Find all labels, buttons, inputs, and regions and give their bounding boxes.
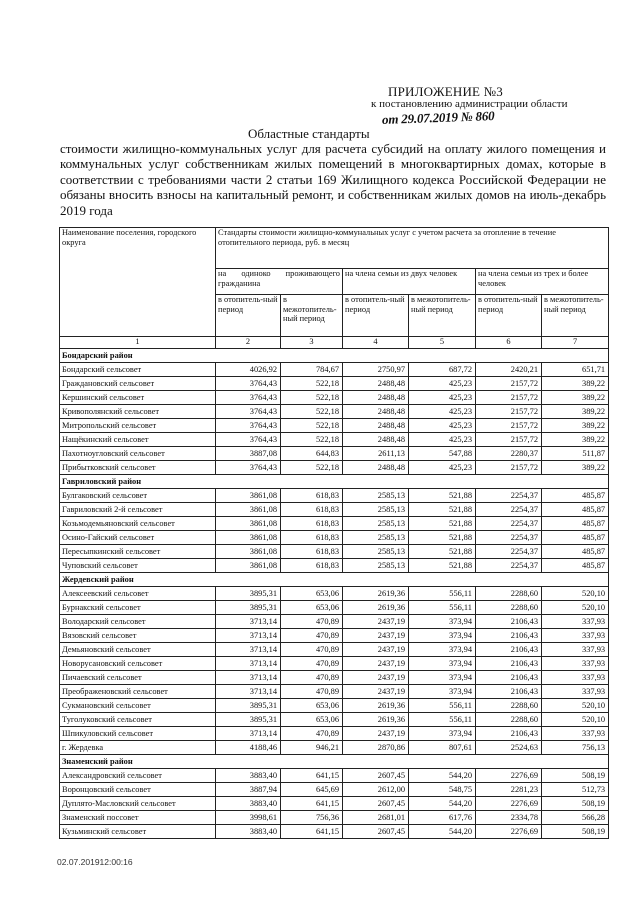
- standard-value: 2106,43: [476, 629, 542, 643]
- standard-value: 2157,72: [476, 433, 542, 447]
- standard-value: 521,88: [409, 517, 476, 531]
- table-row: [60, 405, 609, 419]
- standard-value: 373,94: [409, 657, 476, 671]
- standard-value: 556,11: [409, 713, 476, 727]
- standard-value: 512,73: [542, 783, 609, 797]
- standard-value: 2612,00: [343, 783, 409, 797]
- standard-value: 470,89: [281, 685, 343, 699]
- settlement-name: г. Жердевка: [60, 741, 216, 755]
- standard-value: 2585,13: [343, 531, 409, 545]
- table-row: [60, 587, 609, 601]
- standard-value: 373,94: [409, 727, 476, 741]
- standard-value: 522,18: [281, 419, 343, 433]
- standard-value: 641,15: [281, 797, 343, 811]
- standard-value: 2157,72: [476, 461, 542, 475]
- standard-value: 470,89: [281, 643, 343, 657]
- standard-value: 425,23: [409, 405, 476, 419]
- settlement-name: Гавриловский 2-й сельсовет: [60, 503, 216, 517]
- standard-value: 544,20: [409, 825, 476, 839]
- standard-value: 2488,48: [343, 433, 409, 447]
- settlement-name: Воронцовский сельсовет: [60, 783, 216, 797]
- standard-value: 470,89: [281, 615, 343, 629]
- standard-value: 373,94: [409, 671, 476, 685]
- settlement-name: Чуповский сельсовет: [60, 559, 216, 573]
- standard-value: 511,87: [542, 447, 609, 461]
- standard-value: 520,10: [542, 713, 609, 727]
- header-heating-period: в отопитель-ный период: [476, 295, 542, 337]
- standard-value: 651,71: [542, 363, 609, 377]
- settlement-name: Туголуковский сельсовет: [60, 713, 216, 727]
- table-row: [60, 391, 609, 405]
- table-row: [60, 419, 609, 433]
- standard-value: 389,22: [542, 433, 609, 447]
- standard-value: 2437,19: [343, 629, 409, 643]
- handwritten-date-number: от 29.07.2019 № 860: [381, 108, 495, 127]
- standard-value: 566,28: [542, 811, 609, 825]
- standard-value: 756,13: [542, 741, 609, 755]
- standard-value: 337,93: [542, 657, 609, 671]
- document-title: Областные стандарты: [248, 126, 370, 141]
- header-settlement-name: Наименование поселения, городского округа: [60, 228, 216, 337]
- settlement-name: Преображеновский сельсовет: [60, 685, 216, 699]
- standard-value: 2288,60: [476, 587, 542, 601]
- table-row: [60, 825, 609, 839]
- standard-value: 337,93: [542, 615, 609, 629]
- standard-value: 641,15: [281, 769, 343, 783]
- standard-value: 3713,14: [216, 615, 281, 629]
- standard-value: 2681,01: [343, 811, 409, 825]
- table-row: [60, 769, 609, 783]
- standard-value: 2611,13: [343, 447, 409, 461]
- standard-value: 618,83: [281, 517, 343, 531]
- district-row: [60, 475, 609, 489]
- standard-value: 3895,31: [216, 699, 281, 713]
- table-row: [60, 559, 609, 573]
- settlement-name: Нащёкинский сельсовет: [60, 433, 216, 447]
- print-timestamp: 02.07.201912:00:16: [57, 857, 133, 867]
- standard-value: 2334,78: [476, 811, 542, 825]
- standard-value: 544,20: [409, 769, 476, 783]
- settlement-name: Кривополянский сельсовет: [60, 405, 216, 419]
- settlement-name: Граждановский сельсовет: [60, 377, 216, 391]
- standard-value: 2106,43: [476, 657, 542, 671]
- settlement-name: Володарский сельсовет: [60, 615, 216, 629]
- standard-value: 373,94: [409, 685, 476, 699]
- standard-value: 617,76: [409, 811, 476, 825]
- table-row: [60, 517, 609, 531]
- table-row: [60, 727, 609, 741]
- settlement-name: Булгаковский сельсовет: [60, 489, 216, 503]
- standard-value: 2106,43: [476, 727, 542, 741]
- standard-value: 3895,31: [216, 601, 281, 615]
- standard-value: 2157,72: [476, 405, 542, 419]
- standard-value: 425,23: [409, 461, 476, 475]
- standard-value: 3861,08: [216, 559, 281, 573]
- standard-value: 3861,08: [216, 545, 281, 559]
- standard-value: 3764,43: [216, 405, 281, 419]
- standard-value: 2524,63: [476, 741, 542, 755]
- standard-value: 4188,46: [216, 741, 281, 755]
- standard-value: 521,88: [409, 503, 476, 517]
- table-row: [60, 503, 609, 517]
- standard-value: 389,22: [542, 405, 609, 419]
- table-row: [60, 643, 609, 657]
- standard-value: 485,87: [542, 545, 609, 559]
- settlement-name: Пахотноугловский сельсовет: [60, 447, 216, 461]
- standard-value: 337,93: [542, 643, 609, 657]
- standard-value: 2437,19: [343, 615, 409, 629]
- standard-value: 3764,43: [216, 461, 281, 475]
- standard-value: 2157,72: [476, 377, 542, 391]
- standard-value: 522,18: [281, 433, 343, 447]
- standard-value: 2276,69: [476, 825, 542, 839]
- standard-value: 3713,14: [216, 727, 281, 741]
- standard-value: 2437,19: [343, 727, 409, 741]
- standard-value: 556,11: [409, 699, 476, 713]
- table-row: [60, 741, 609, 755]
- settlement-name: Митропольский сельсовет: [60, 419, 216, 433]
- standard-value: 337,93: [542, 727, 609, 741]
- table-row: [60, 363, 609, 377]
- standard-value: 522,18: [281, 377, 343, 391]
- standard-value: 2585,13: [343, 489, 409, 503]
- standard-value: 547,88: [409, 447, 476, 461]
- standard-value: 653,06: [281, 699, 343, 713]
- standard-value: 2488,48: [343, 391, 409, 405]
- table-row: [60, 797, 609, 811]
- standard-value: 522,18: [281, 461, 343, 475]
- standard-value: 618,83: [281, 489, 343, 503]
- standard-value: 3713,14: [216, 643, 281, 657]
- settlement-name: Шпикуловский сельсовет: [60, 727, 216, 741]
- table-row: [60, 699, 609, 713]
- standard-value: 2607,45: [343, 825, 409, 839]
- standard-value: 2488,48: [343, 419, 409, 433]
- column-number: 7: [542, 337, 609, 349]
- standard-value: 520,10: [542, 587, 609, 601]
- standard-value: 2288,60: [476, 699, 542, 713]
- standard-value: 337,93: [542, 629, 609, 643]
- standard-value: 521,88: [409, 531, 476, 545]
- standard-value: 2106,43: [476, 671, 542, 685]
- standard-value: 2488,48: [343, 461, 409, 475]
- standard-value: 3713,14: [216, 657, 281, 671]
- table-row: [60, 601, 609, 615]
- standard-value: 470,89: [281, 671, 343, 685]
- column-number: 1: [60, 337, 216, 349]
- standard-value: 2750,97: [343, 363, 409, 377]
- standard-value: 2254,37: [476, 503, 542, 517]
- district-name: Гавриловский район: [60, 475, 609, 489]
- table-row: [60, 671, 609, 685]
- settlement-name: Бурнакский сельсовет: [60, 601, 216, 615]
- standard-value: 641,15: [281, 825, 343, 839]
- settlement-name: Пичаевский сельсовет: [60, 671, 216, 685]
- table-row: [60, 685, 609, 699]
- standard-value: 470,89: [281, 629, 343, 643]
- standard-value: 2106,43: [476, 643, 542, 657]
- standard-value: 3883,40: [216, 769, 281, 783]
- standard-value: 508,19: [542, 797, 609, 811]
- table-row: [60, 657, 609, 671]
- standard-value: 2437,19: [343, 643, 409, 657]
- standard-value: 2619,36: [343, 601, 409, 615]
- standard-value: 389,22: [542, 391, 609, 405]
- standard-value: 2420,21: [476, 363, 542, 377]
- standard-value: 618,83: [281, 559, 343, 573]
- standard-value: 3887,08: [216, 447, 281, 461]
- standard-value: 337,93: [542, 671, 609, 685]
- standard-value: 2254,37: [476, 531, 542, 545]
- standard-value: 2437,19: [343, 657, 409, 671]
- standard-value: 485,87: [542, 531, 609, 545]
- standard-value: 653,06: [281, 587, 343, 601]
- standard-value: 2276,69: [476, 797, 542, 811]
- table-row: [60, 811, 609, 825]
- table-row: [60, 447, 609, 461]
- standard-value: 2157,72: [476, 419, 542, 433]
- standard-value: 2488,48: [343, 377, 409, 391]
- table-row: [60, 531, 609, 545]
- standards-table: [59, 227, 609, 839]
- settlement-name: Александровский сельсовет: [60, 769, 216, 783]
- header-three-plus-family: на члена семьи из трех и более человек: [476, 269, 609, 295]
- standard-value: 2437,19: [343, 671, 409, 685]
- standard-value: 653,06: [281, 713, 343, 727]
- settlement-name: Козьмодемьяновский сельсовет: [60, 517, 216, 531]
- standard-value: 653,06: [281, 601, 343, 615]
- standard-value: 556,11: [409, 587, 476, 601]
- table-row: [60, 545, 609, 559]
- column-number: 2: [216, 337, 281, 349]
- standard-value: 2254,37: [476, 517, 542, 531]
- standard-value: 2437,19: [343, 685, 409, 699]
- standard-value: 521,88: [409, 489, 476, 503]
- standard-value: 618,83: [281, 545, 343, 559]
- district-name: Знаменский район: [60, 755, 609, 769]
- standard-value: 3764,43: [216, 433, 281, 447]
- standard-value: 644,83: [281, 447, 343, 461]
- standard-value: 2870,86: [343, 741, 409, 755]
- standard-value: 425,23: [409, 419, 476, 433]
- header-heating-period: в отопитель-ный период: [343, 295, 409, 337]
- settlement-name: Кершинский сельсовет: [60, 391, 216, 405]
- appendix-heading: ПРИЛОЖЕНИЕ №3: [388, 84, 503, 99]
- standard-value: 3887,94: [216, 783, 281, 797]
- standard-value: 2585,13: [343, 517, 409, 531]
- standard-value: 3764,43: [216, 391, 281, 405]
- standard-value: 3713,14: [216, 629, 281, 643]
- column-number: 3: [281, 337, 343, 349]
- table-row: [60, 433, 609, 447]
- standard-value: 946,21: [281, 741, 343, 755]
- standard-value: 485,87: [542, 559, 609, 573]
- standard-value: 3713,14: [216, 685, 281, 699]
- table-row: [60, 783, 609, 797]
- settlement-name: Пересыпкинский сельсовет: [60, 545, 216, 559]
- standard-value: 2585,13: [343, 503, 409, 517]
- district-name: Жердевский район: [60, 573, 609, 587]
- standard-value: 2607,45: [343, 769, 409, 783]
- standard-value: 373,94: [409, 629, 476, 643]
- standard-value: 618,83: [281, 503, 343, 517]
- standard-value: 2607,45: [343, 797, 409, 811]
- standard-value: 687,72: [409, 363, 476, 377]
- document-description: стоимости жилищно-коммунальных услуг для расчета субсидий на оплату жилого помещения и коммунальных услуг собственникам жилых помещений в многоквартирных домах, которые в соответствии с требованиями части 2 статьи 169 Жилищного кодекса Российской Федерации не обязаны вносить взносы на капитальный ремонт, и собственникам жилых домов на июль-декабрь 2019 года: [60, 141, 606, 218]
- header-two-person-family: на члена семьи из двух человек: [343, 269, 476, 295]
- table-row: [60, 489, 609, 503]
- standard-value: 485,87: [542, 489, 609, 503]
- header-heating-period: в отопитель-ный период: [216, 295, 281, 337]
- standard-value: 2281,23: [476, 783, 542, 797]
- table-row: [60, 713, 609, 727]
- settlement-name: Вязовский сельсовет: [60, 629, 216, 643]
- standard-value: 556,11: [409, 601, 476, 615]
- district-name: Бондарский район: [60, 349, 609, 363]
- settlement-name: Бондарский сельсовет: [60, 363, 216, 377]
- standard-value: 2254,37: [476, 559, 542, 573]
- standard-value: 2254,37: [476, 489, 542, 503]
- standard-value: 425,23: [409, 377, 476, 391]
- standard-value: 521,88: [409, 545, 476, 559]
- standard-value: 3713,14: [216, 671, 281, 685]
- standard-value: 2288,60: [476, 713, 542, 727]
- standard-value: 3895,31: [216, 713, 281, 727]
- decree-reference: к постановлению администрации области: [371, 98, 568, 110]
- table-row: [60, 629, 609, 643]
- standard-value: 548,75: [409, 783, 476, 797]
- standard-value: 520,10: [542, 601, 609, 615]
- standard-value: 4026,92: [216, 363, 281, 377]
- standard-value: 520,10: [542, 699, 609, 713]
- standard-value: 3764,43: [216, 377, 281, 391]
- column-number: 5: [409, 337, 476, 349]
- standard-value: 373,94: [409, 643, 476, 657]
- standard-value: 3998,61: [216, 811, 281, 825]
- settlement-name: Кузьминский сельсовет: [60, 825, 216, 839]
- standard-value: 485,87: [542, 503, 609, 517]
- settlement-name: Дуплято-Масловский сельсовет: [60, 797, 216, 811]
- standard-value: 2619,36: [343, 699, 409, 713]
- standard-value: 522,18: [281, 391, 343, 405]
- settlement-name: Знаменский поссовет: [60, 811, 216, 825]
- settlement-name: Алексеевский сельсовет: [60, 587, 216, 601]
- standard-value: 3883,40: [216, 825, 281, 839]
- standard-value: 645,69: [281, 783, 343, 797]
- standard-value: 2619,36: [343, 587, 409, 601]
- standard-value: 373,94: [409, 615, 476, 629]
- standard-value: 3861,08: [216, 503, 281, 517]
- standard-value: 2280,37: [476, 447, 542, 461]
- standard-value: 2276,69: [476, 769, 542, 783]
- district-row: [60, 573, 609, 587]
- settlement-name: Прибытковский сельсовет: [60, 461, 216, 475]
- standard-value: 470,89: [281, 657, 343, 671]
- standard-value: 521,88: [409, 559, 476, 573]
- district-row: [60, 755, 609, 769]
- standard-value: 3861,08: [216, 531, 281, 545]
- table-row: [60, 615, 609, 629]
- settlement-name: Демьяновский сельсовет: [60, 643, 216, 657]
- settlement-name: Сукмановский сельсовет: [60, 699, 216, 713]
- standard-value: 2106,43: [476, 615, 542, 629]
- standard-value: 425,23: [409, 391, 476, 405]
- settlement-name: Осино-Гайский сельсовет: [60, 531, 216, 545]
- column-number: 4: [343, 337, 409, 349]
- table-row: [60, 377, 609, 391]
- standard-value: 2619,36: [343, 713, 409, 727]
- standard-value: 3883,40: [216, 797, 281, 811]
- district-row: [60, 349, 609, 363]
- header-non-heating-period: в межотопитель-ный период: [409, 295, 476, 337]
- standard-value: 807,61: [409, 741, 476, 755]
- header-single-resident: на одиноко проживающего гражданина: [216, 269, 343, 295]
- standard-value: 425,23: [409, 433, 476, 447]
- column-number: 6: [476, 337, 542, 349]
- standard-value: 470,89: [281, 727, 343, 741]
- standard-value: 3895,31: [216, 587, 281, 601]
- header-standards-group: Стандарты стоимости жилищно-коммунальных услуг с учетом расчета за отопление в течение отопительного периода, руб. в месяц: [216, 228, 609, 269]
- standard-value: 522,18: [281, 405, 343, 419]
- standard-value: 3861,08: [216, 517, 281, 531]
- standard-value: 2106,43: [476, 685, 542, 699]
- standard-value: 2288,60: [476, 601, 542, 615]
- settlement-name: Новорусановский сельсовет: [60, 657, 216, 671]
- standard-value: 485,87: [542, 517, 609, 531]
- standard-value: 784,67: [281, 363, 343, 377]
- standard-value: 389,22: [542, 419, 609, 433]
- standard-value: 3764,43: [216, 419, 281, 433]
- header-non-heating-period: в межотопитель-ный период: [281, 295, 343, 337]
- standard-value: 508,19: [542, 825, 609, 839]
- standard-value: 2585,13: [343, 559, 409, 573]
- standard-value: 389,22: [542, 377, 609, 391]
- standard-value: 3861,08: [216, 489, 281, 503]
- standard-value: 337,93: [542, 685, 609, 699]
- standard-value: 2254,37: [476, 545, 542, 559]
- standard-value: 2585,13: [343, 545, 409, 559]
- standard-value: 544,20: [409, 797, 476, 811]
- header-non-heating-period: в межотопитель-ный период: [542, 295, 609, 337]
- standard-value: 508,19: [542, 769, 609, 783]
- standard-value: 618,83: [281, 531, 343, 545]
- standard-value: 2488,48: [343, 405, 409, 419]
- standard-value: 2157,72: [476, 391, 542, 405]
- table-row: [60, 461, 609, 475]
- standard-value: 756,36: [281, 811, 343, 825]
- standard-value: 389,22: [542, 461, 609, 475]
